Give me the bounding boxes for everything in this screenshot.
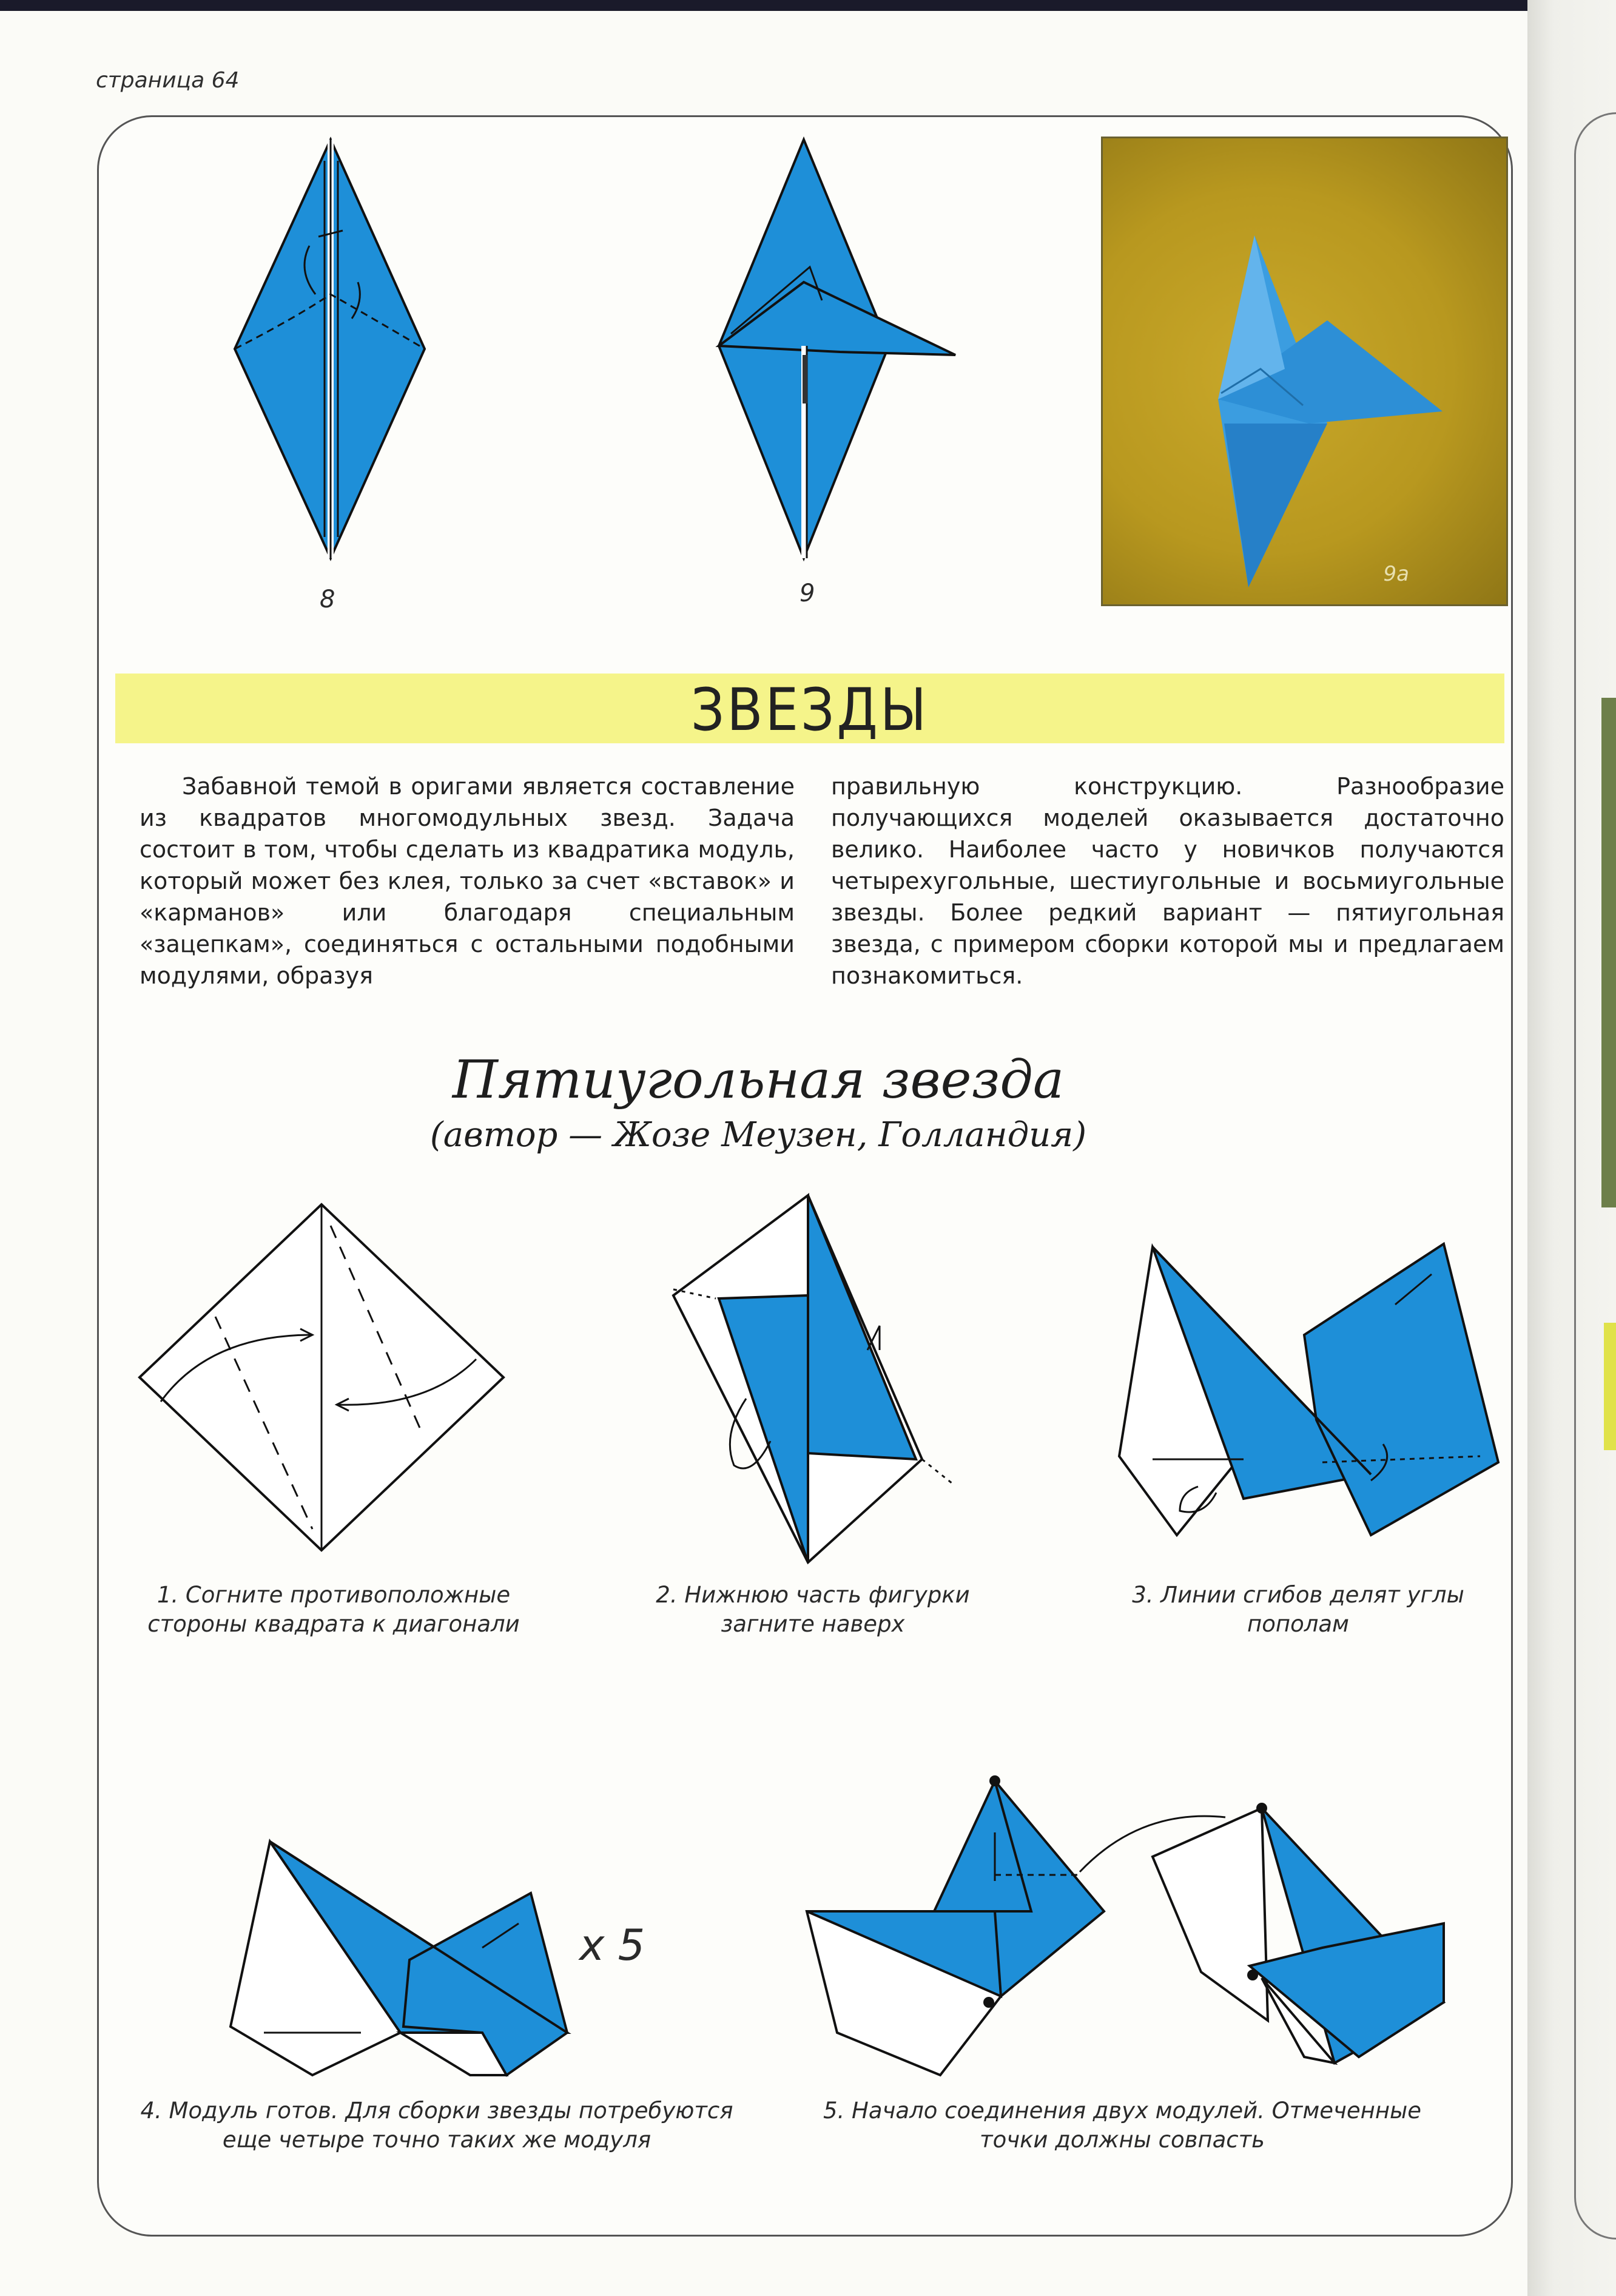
step-8-diagram (227, 137, 434, 561)
intro-column-right (831, 771, 1504, 991)
page-label: страница 64 (96, 68, 240, 93)
step-2-caption: 2. Нижнюю часть фигурки загните наверх (656, 1582, 970, 1638)
step-9a-photo (1101, 137, 1508, 606)
step-2-diagram (667, 1192, 958, 1568)
match-point (1256, 1803, 1267, 1814)
match-point (983, 1997, 994, 2008)
step-3-diagram (1116, 1238, 1504, 1547)
adjacent-page-tab-green (1601, 698, 1616, 1207)
multiplier-label: x 5 (579, 1920, 645, 1970)
step-9-number: 9 (800, 579, 815, 607)
match-point (989, 1775, 1000, 1786)
step-4-diagram (227, 1832, 573, 2087)
step-3-caption: 3. Линии сгибов делят углы пополам (1132, 1582, 1464, 1638)
step-1-diagram (136, 1201, 507, 1553)
step-5-diagram (801, 1772, 1468, 2087)
intro-text-right: правильную конструкцию. Разнообразие получающихся моделей оказывается достаточно велико. Наиболее часто у новичков получаются четырехугольные, шестиугольные и восьмиугольные звезды. Более редкий вариант — пятиугольная звезда, с примером сборки которой мы и предлагаем познакомиться. (831, 773, 1504, 989)
step-5-caption: 5. Начало соединения двух модулей. Отмеченные точки должны совпасть (823, 2098, 1421, 2153)
model-author: (автор — Жозе Меузен, Голландия) (429, 1115, 1087, 1155)
photo-label: 9а (1383, 562, 1409, 586)
step-8-number: 8 (320, 586, 335, 613)
step-4-caption: 4. Модуль готов. Для сборки звезды потребуются еще четыре точно таких же модуля (140, 2098, 733, 2153)
model-title: Пятиугольная звезда (452, 1050, 1065, 1110)
step-9-diagram (713, 137, 968, 561)
section-heading: ЗВЕЗДЫ (690, 676, 929, 744)
adjacent-page-tab-yellow (1604, 1323, 1616, 1450)
scan-top-edge (0, 0, 1616, 11)
intro-column-left (140, 771, 795, 991)
match-point (1247, 1970, 1258, 1980)
origami-model-photo (1103, 138, 1506, 604)
step-1-caption: 1. Согните противоположные стороны квадрата к диагонали (147, 1582, 520, 1638)
intro-text-left: Забавной темой в оригами является составление из квадратов многомодульных звезд. Задача состоит в том, чтобы сделать из квадратика модуль, который может без клея, только за счет «вставок» и «карманов» или благодаря специальным «зацепкам», соединяться с остальными подобными модулями, образуя (140, 773, 795, 989)
